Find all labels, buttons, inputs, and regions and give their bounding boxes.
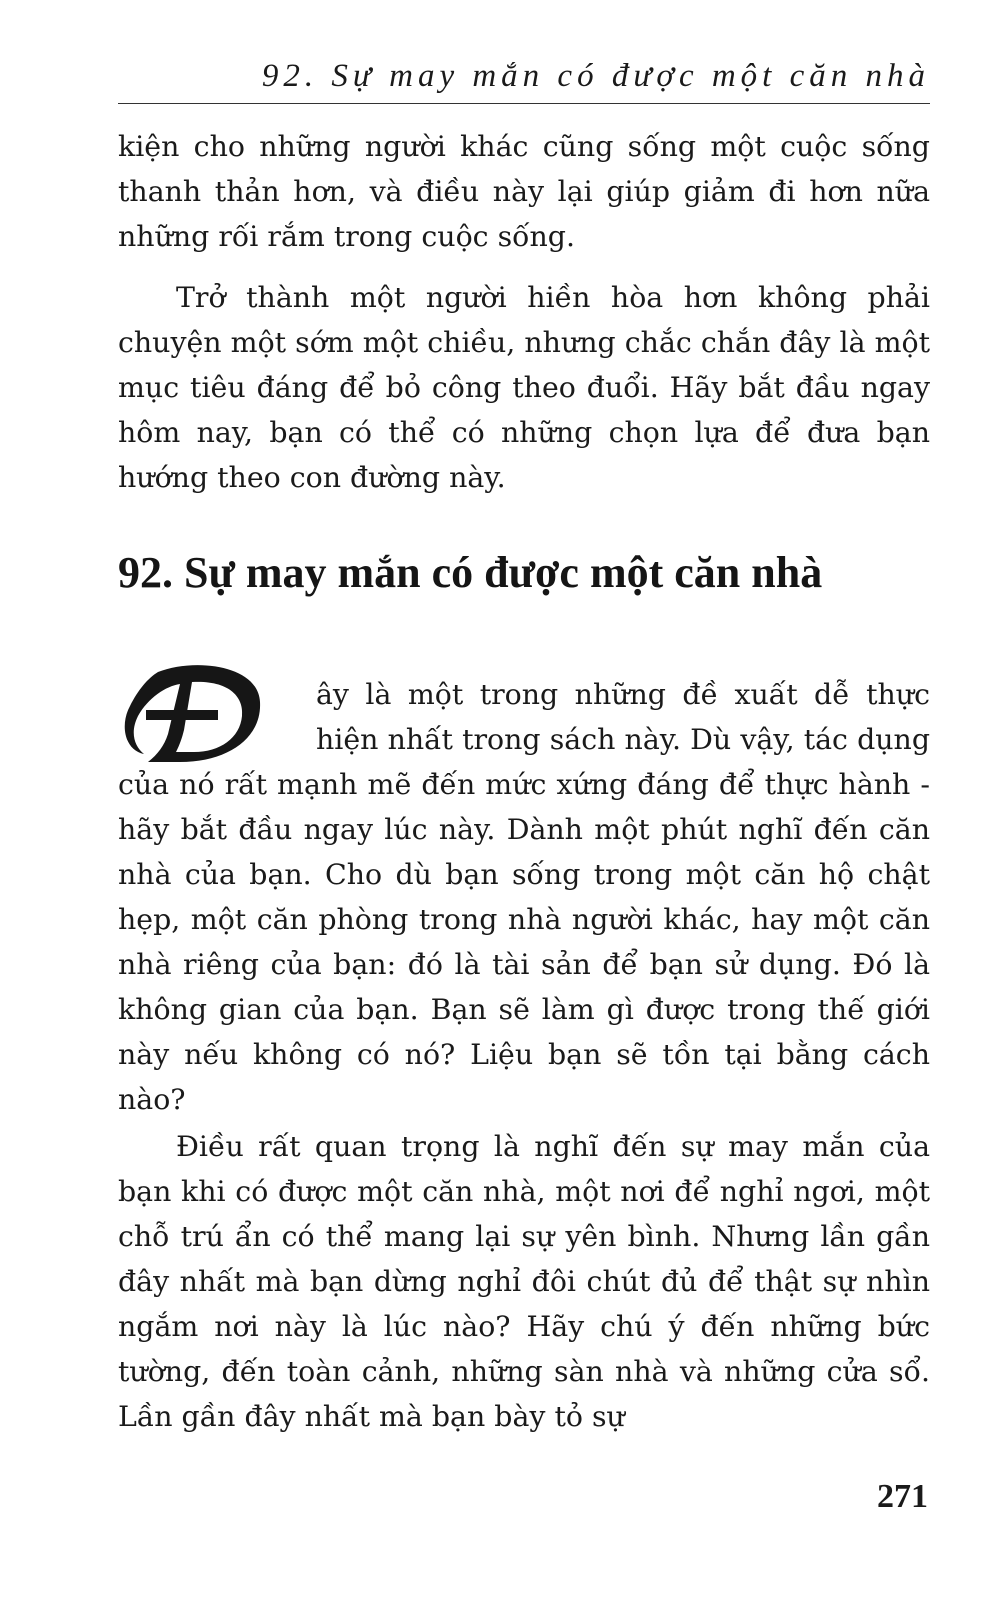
paragraph-text: ây là một trong những đề xuất dễ thực hiện nhất trong sách này. Dù vậy, tác dụng của nó rất mạnh mẽ đến mức xứng đáng để thực hành - hãy bắt đầu ngay lúc này. Dành một phút nghĩ đến căn nhà của bạn. Cho dù bạn sống trong một căn hộ chật hẹp, một căn phòng trong nhà người khác, hay một căn nhà riêng của bạn: đó là tài sản để bạn sử dụng. Đó là không gian của bạn. Bạn sẽ làm gì được trong thế giới này nếu không có nó? Liệu bạn sẽ tồn tại bằng cách nào? — [118, 678, 930, 1116]
drop-cap — [118, 672, 316, 762]
running-header-title: 92. Sự may mắn có được một căn nhà — [261, 58, 930, 94]
paragraph-continued: kiện cho những người khác cũng sống một cuộc sống thanh thản hơn, và điều này lại giúp giảm đi hơn nữa những rối rắm trong cuộc sống. — [118, 130, 930, 253]
running-header — [118, 52, 930, 104]
paragraph: Điều rất quan trọng là nghĩ đến sự may mắn của bạn khi có được một căn nhà, một nơi để nghỉ ngơi, một chỗ trú ẩn có thể mang lại sự yên bình. Nhưng lần gần đây nhất mà bạn dừng nghỉ đôi chút đủ để thật sự nhìn ngắm nơi này là lúc nào? Hãy chú ý đến những bức tường, đến toàn cảnh, những sàn nhà và những cửa sổ. Lần gần đây nhất mà bạn bày tỏ sự — [118, 1130, 930, 1433]
drop-cap-letter-d-icon — [118, 654, 268, 774]
page-number: 271 — [877, 1478, 928, 1515]
paragraph-with-drop-cap — [118, 672, 930, 1122]
section-title: 92. Sự may mắn có được một căn nhà — [118, 548, 823, 597]
paragraph: Trở thành một người hiền hòa hơn không phải chuyện một sớm một chiều, nhưng chắc chắn đây là một mục tiêu đáng để bỏ công theo đuổi. Hãy bắt đầu ngay hôm nay, bạn có thể có những chọn lựa để đưa bạn hướng theo con đường này. — [118, 281, 930, 494]
